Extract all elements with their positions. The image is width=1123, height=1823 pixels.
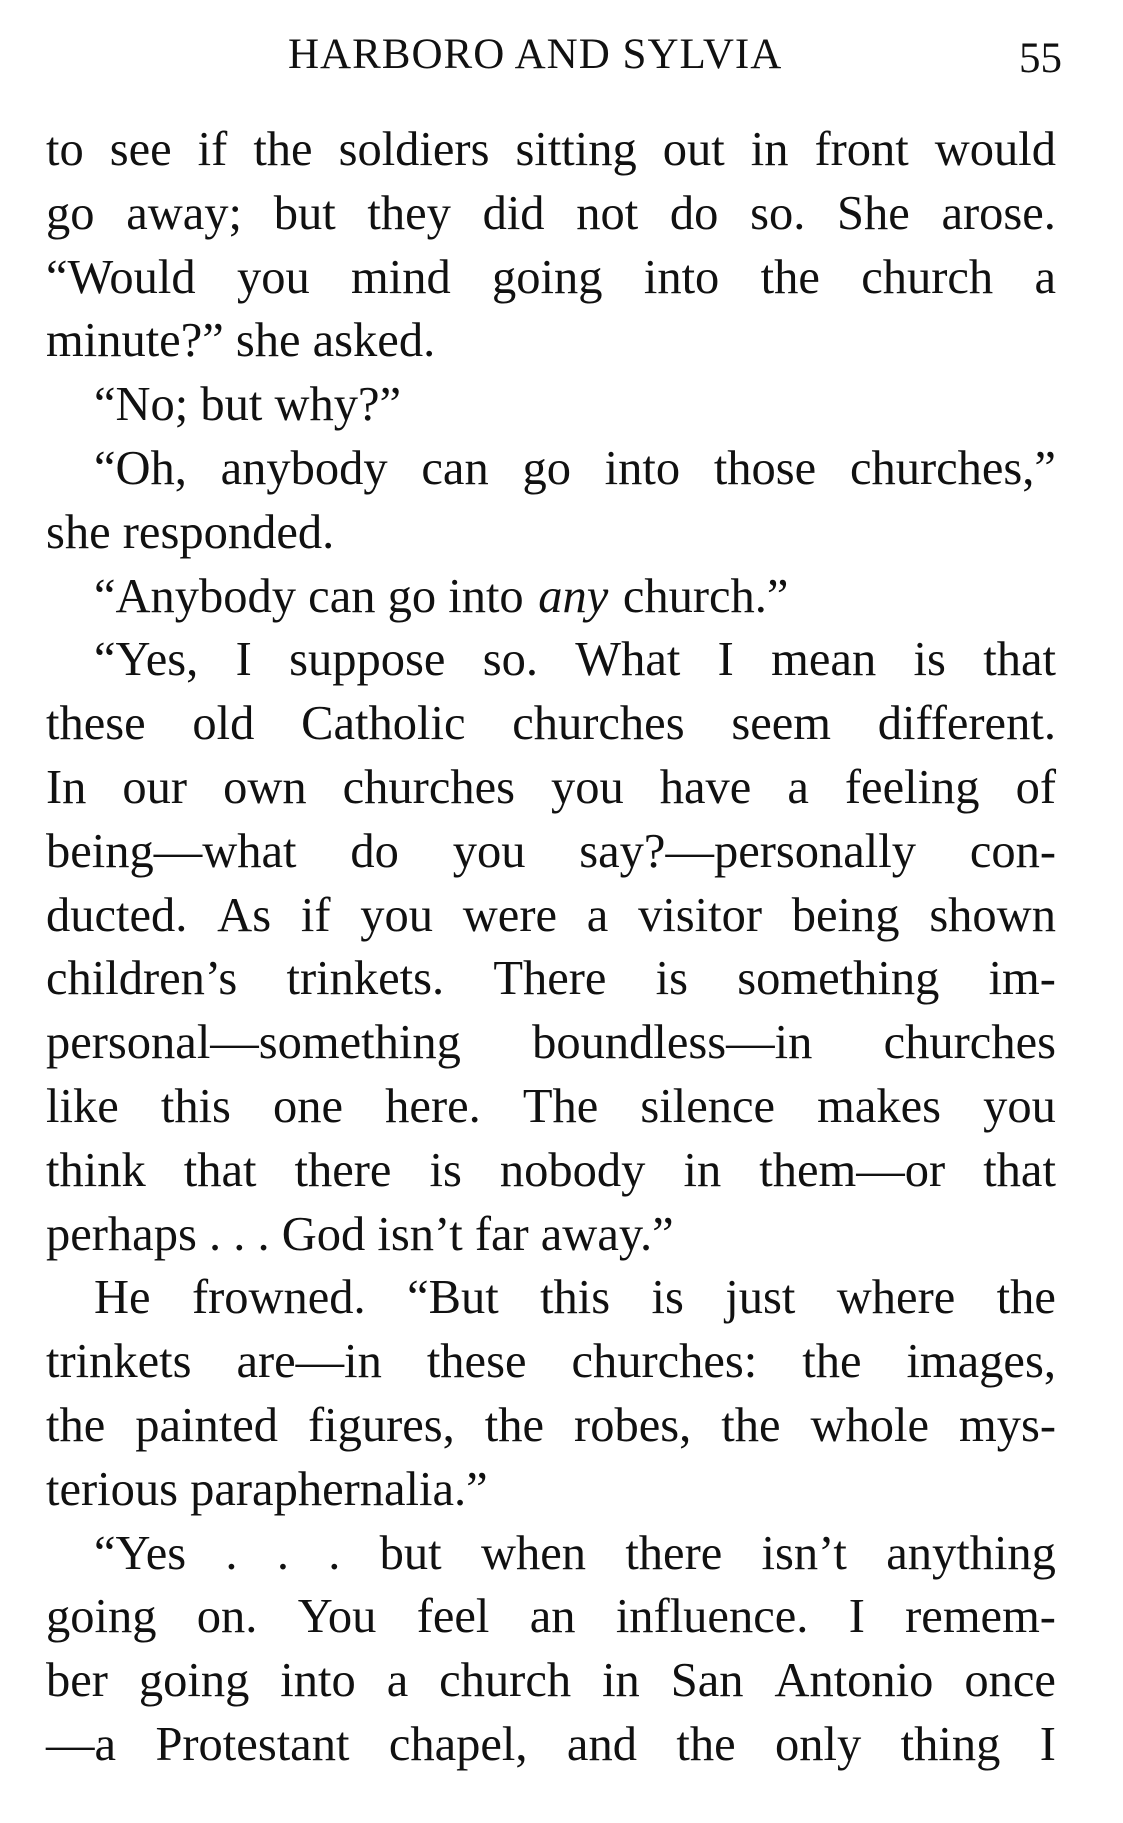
word: to bbox=[46, 123, 84, 176]
word: a bbox=[1034, 250, 1056, 304]
word: like bbox=[46, 1079, 119, 1133]
word: images, bbox=[906, 1335, 1056, 1389]
word: influence. bbox=[615, 1590, 809, 1644]
word: seem bbox=[731, 697, 831, 751]
text-line bbox=[46, 246, 1056, 310]
word: church bbox=[439, 1654, 572, 1708]
text-line bbox=[46, 1585, 1056, 1649]
word: con- bbox=[969, 824, 1056, 878]
word: Antonio bbox=[774, 1654, 934, 1708]
word: are—in bbox=[236, 1335, 382, 1389]
word: so. bbox=[750, 186, 806, 240]
word: arose. bbox=[941, 186, 1056, 240]
word: into bbox=[280, 1654, 356, 1708]
text-line bbox=[46, 1266, 1056, 1330]
text-line bbox=[46, 1649, 1056, 1713]
word: do bbox=[350, 824, 399, 878]
text-line bbox=[46, 1713, 1056, 1777]
text-line-content: minute?” she asked. bbox=[46, 314, 436, 368]
word: the bbox=[802, 1335, 862, 1389]
text-line bbox=[46, 820, 1056, 884]
word: In bbox=[46, 760, 87, 814]
text-line bbox=[46, 1075, 1056, 1139]
word: were bbox=[462, 888, 557, 942]
word: there bbox=[294, 1143, 392, 1197]
word: “Would bbox=[46, 250, 196, 304]
word: As bbox=[217, 888, 272, 942]
text-line bbox=[46, 1394, 1056, 1458]
word: trinkets. bbox=[286, 952, 445, 1006]
word: you bbox=[452, 824, 526, 878]
word: robes, bbox=[574, 1398, 692, 1452]
word: is bbox=[655, 952, 689, 1006]
text-line-content: church.” bbox=[622, 569, 789, 623]
word: painted bbox=[135, 1398, 279, 1452]
word: into bbox=[643, 250, 720, 304]
word: if bbox=[300, 888, 331, 942]
word: isn’t bbox=[761, 1526, 847, 1580]
word: being bbox=[791, 888, 900, 942]
word: being—what bbox=[46, 824, 297, 878]
word: He bbox=[94, 1271, 151, 1325]
word: im- bbox=[988, 952, 1056, 1006]
body-text bbox=[46, 118, 1056, 1777]
word: would bbox=[934, 123, 1056, 176]
word: I bbox=[848, 1590, 865, 1644]
word: did bbox=[482, 186, 545, 240]
word: churches bbox=[512, 697, 685, 751]
text-line-content: “No; but why?” bbox=[94, 378, 402, 432]
word: What bbox=[575, 633, 681, 687]
word: soldiers bbox=[338, 123, 490, 176]
text-line bbox=[46, 1458, 1056, 1522]
word: these bbox=[426, 1335, 527, 1389]
word: —a bbox=[46, 1717, 117, 1771]
word: trinkets bbox=[46, 1335, 192, 1389]
word: is bbox=[429, 1143, 462, 1197]
text-line bbox=[46, 947, 1056, 1011]
text-line bbox=[46, 628, 1056, 692]
word: the bbox=[676, 1717, 736, 1771]
text-line bbox=[46, 884, 1056, 948]
word: when bbox=[480, 1526, 587, 1580]
word: feeling bbox=[844, 760, 980, 814]
text-line bbox=[46, 756, 1056, 820]
word: frowned. bbox=[191, 1271, 366, 1325]
text-line bbox=[46, 1011, 1056, 1075]
word: in bbox=[602, 1654, 640, 1708]
word: the bbox=[760, 250, 820, 304]
running-title: HARBORO AND SYLVIA bbox=[288, 31, 783, 78]
word: different. bbox=[877, 697, 1056, 751]
word: mean bbox=[771, 633, 877, 687]
word: in bbox=[683, 1143, 722, 1197]
text-line bbox=[46, 565, 1056, 629]
running-header bbox=[0, 30, 1123, 90]
text-line bbox=[46, 182, 1056, 246]
text-line bbox=[46, 309, 1056, 373]
word: ber bbox=[46, 1654, 108, 1708]
page-number: 55 bbox=[1019, 35, 1062, 82]
word: those bbox=[713, 441, 817, 495]
word: something bbox=[737, 952, 940, 1006]
word: San bbox=[670, 1654, 744, 1708]
word: that bbox=[983, 633, 1056, 687]
word: out bbox=[662, 123, 725, 176]
word: She bbox=[837, 186, 910, 240]
word: personal—something bbox=[46, 1016, 461, 1070]
word: think bbox=[46, 1143, 146, 1197]
word: going bbox=[138, 1654, 250, 1708]
word: you bbox=[236, 250, 310, 304]
word: here. bbox=[385, 1079, 481, 1133]
word: churches bbox=[342, 760, 515, 814]
word: shown bbox=[929, 888, 1056, 942]
italic-emphasis: any bbox=[538, 569, 609, 623]
word: I bbox=[235, 633, 252, 687]
word: that bbox=[983, 1143, 1056, 1197]
word: where bbox=[836, 1271, 956, 1325]
word: just bbox=[725, 1271, 796, 1325]
word: “But bbox=[407, 1271, 499, 1325]
word: do bbox=[669, 186, 719, 240]
word: churches bbox=[883, 1016, 1056, 1070]
text-line bbox=[46, 501, 1056, 565]
word: churches,” bbox=[849, 441, 1056, 495]
word: chapel, bbox=[388, 1717, 528, 1771]
word: The bbox=[522, 1079, 599, 1133]
word: There bbox=[493, 952, 607, 1006]
word: say?—personally bbox=[579, 824, 916, 878]
word: anybody bbox=[220, 441, 388, 495]
text-line bbox=[46, 373, 1056, 437]
word: this bbox=[160, 1079, 231, 1133]
text-line-content: terious paraphernalia.” bbox=[46, 1462, 488, 1516]
word: the bbox=[253, 123, 313, 176]
word: is bbox=[651, 1271, 684, 1325]
word: . bbox=[328, 1526, 341, 1580]
word: a bbox=[586, 888, 609, 942]
word: silence bbox=[640, 1079, 776, 1133]
word: anything bbox=[886, 1526, 1056, 1580]
word: boundless—in bbox=[532, 1016, 813, 1070]
word: whole bbox=[810, 1398, 929, 1452]
word: front bbox=[814, 123, 909, 176]
word: . bbox=[225, 1526, 238, 1580]
word: a bbox=[787, 760, 809, 814]
word: “Yes, bbox=[94, 633, 199, 687]
word: . bbox=[276, 1526, 289, 1580]
word: our bbox=[122, 760, 188, 814]
text-line bbox=[46, 1330, 1056, 1394]
text-line bbox=[46, 1139, 1056, 1203]
text-line bbox=[46, 1203, 1056, 1267]
word: ducted. bbox=[46, 888, 188, 942]
word: one bbox=[273, 1079, 344, 1133]
word: this bbox=[540, 1271, 611, 1325]
word: so. bbox=[482, 633, 538, 687]
word: own bbox=[223, 760, 307, 814]
word: mys- bbox=[958, 1398, 1056, 1452]
word: going bbox=[46, 1590, 157, 1644]
word: there bbox=[625, 1526, 723, 1580]
word: in bbox=[750, 123, 789, 176]
word: sitting bbox=[515, 123, 637, 176]
word: You bbox=[297, 1590, 377, 1644]
word: feel bbox=[416, 1590, 490, 1644]
word: only bbox=[775, 1717, 862, 1771]
word: but bbox=[379, 1526, 442, 1580]
word: Protestant bbox=[155, 1717, 350, 1771]
word: can bbox=[421, 441, 489, 495]
word: into bbox=[604, 441, 681, 495]
word: Catholic bbox=[301, 697, 466, 751]
word: suppose bbox=[289, 633, 446, 687]
word: going bbox=[492, 250, 603, 304]
word: away; bbox=[126, 186, 242, 240]
word: I bbox=[717, 633, 734, 687]
word: see bbox=[109, 123, 172, 176]
text-line bbox=[46, 1522, 1056, 1586]
word: the bbox=[484, 1398, 545, 1452]
word: is bbox=[913, 633, 946, 687]
word: them—or bbox=[759, 1143, 946, 1197]
word: church bbox=[861, 250, 994, 304]
word: an bbox=[529, 1590, 576, 1644]
word: thing bbox=[900, 1717, 1001, 1771]
word: and bbox=[566, 1717, 637, 1771]
word: “Oh, bbox=[94, 441, 187, 495]
text-line bbox=[46, 692, 1056, 756]
text-line bbox=[46, 118, 1056, 182]
word: churches: bbox=[571, 1335, 758, 1389]
word: you bbox=[551, 760, 624, 814]
word: have bbox=[659, 760, 752, 814]
word: old bbox=[192, 697, 255, 751]
word: they bbox=[367, 186, 451, 240]
word: “Yes bbox=[94, 1526, 187, 1580]
word: of bbox=[1015, 760, 1056, 814]
text-line-content: she responded. bbox=[46, 505, 335, 559]
word: the bbox=[996, 1271, 1056, 1325]
word: nobody bbox=[499, 1143, 646, 1197]
word: these bbox=[46, 697, 146, 751]
word: a bbox=[386, 1654, 409, 1708]
word: figures, bbox=[308, 1398, 455, 1452]
word: the bbox=[46, 1398, 106, 1452]
word: children’s bbox=[46, 952, 238, 1006]
word: I bbox=[1039, 1717, 1056, 1771]
word: not bbox=[576, 186, 639, 240]
word: go bbox=[522, 441, 571, 495]
word: but bbox=[273, 186, 336, 240]
word: on. bbox=[196, 1590, 258, 1644]
word: you bbox=[360, 888, 433, 942]
word: you bbox=[983, 1079, 1056, 1133]
word: that bbox=[183, 1143, 257, 1197]
word: once bbox=[964, 1654, 1056, 1708]
text-line bbox=[46, 437, 1056, 501]
word: visitor bbox=[638, 888, 763, 942]
word: the bbox=[721, 1398, 781, 1452]
word: if bbox=[197, 123, 228, 176]
text-line-content: “Anybody can go into bbox=[94, 569, 524, 623]
word: go bbox=[46, 186, 95, 240]
word: makes bbox=[817, 1079, 942, 1133]
text-line-content: perhaps . . . God isn’t far away.” bbox=[46, 1207, 674, 1261]
word: mind bbox=[351, 250, 451, 304]
word: remem- bbox=[905, 1590, 1056, 1644]
